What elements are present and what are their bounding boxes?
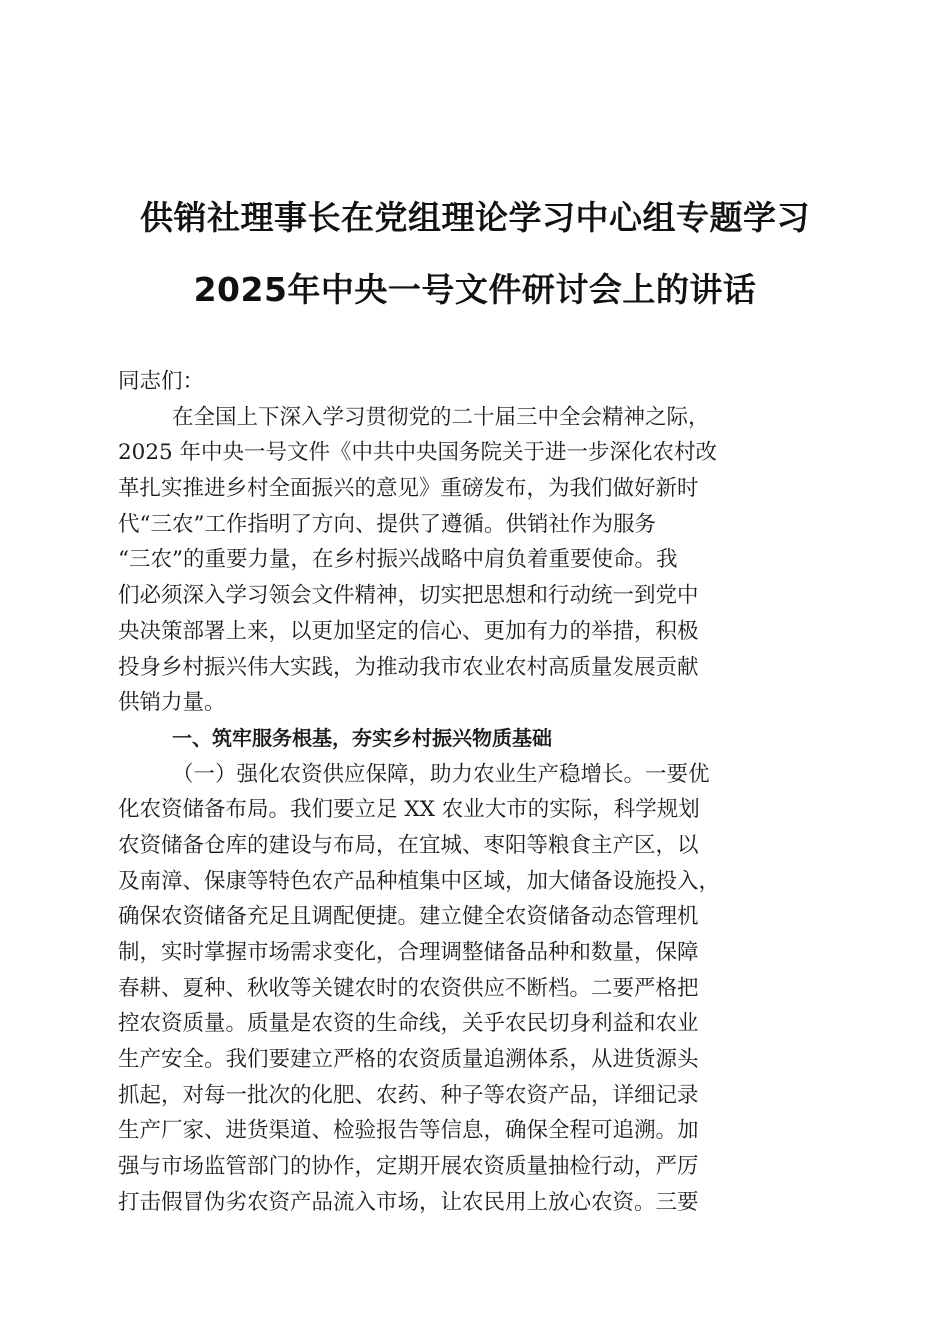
document-title-line-1: 供销社理事长在党组理论学习中心组专题学习	[140, 198, 810, 237]
section-heading: 一、筑牢服务根基，夯实乡村振兴物质基础	[172, 725, 552, 750]
paragraph-line: 2025 年中央一号文件《中共中央国务院关于进一步深化农村改	[118, 440, 718, 466]
paragraph-line: 控农资质量。质量是农资的生命线，关乎农民切身利益和农业	[118, 1011, 699, 1037]
paragraph-line: 投身乡村振兴伟大实践，为推动我市农业农村高质量发展贡献	[118, 654, 699, 680]
paragraph-line: 央决策部署上来，以更加坚定的信心、更加有力的举措，积极	[118, 618, 699, 644]
paragraph-line: 在全国上下深入学习贯彻党的二十届三中全会精神之际，	[172, 404, 710, 430]
paragraph-line: 供销力量。	[118, 690, 226, 716]
paragraph-line: 抓起，对每一批次的化肥、农药、种子等农资产品，详细记录	[118, 1082, 699, 1108]
paragraph-line: 生产安全。我们要建立严格的农资质量追溯体系，从进货源头	[118, 1047, 699, 1073]
paragraph-line: 化农资储备布局。我们要立足 XX 农业大市的实际，科学规划	[118, 797, 700, 823]
paragraph-line: 农资储备仓库的建设与布局，在宜城、枣阳等粮食主产区，以	[118, 832, 699, 858]
paragraph-line: 制，实时掌握市场需求变化，合理调整储备品种和数量，保障	[118, 940, 699, 965]
paragraph-line: 革扎实推进乡村全面振兴的意见》重磅发布，为我们做好新时	[118, 476, 699, 502]
paragraph-line: 强与市场监管部门的协作，定期开展农资质量抽检行动，严厉	[118, 1154, 699, 1180]
paragraph-line: 代“三农”工作指明了方向、提供了遵循。供销社作为服务	[118, 511, 656, 537]
paragraph-line: “三农”的重要力量，在乡村振兴战略中肩负着重要使命。我	[118, 547, 678, 573]
paragraph-line: 春耕、夏种、秋收等关键农时的农资供应不断档。二要严格把	[118, 975, 699, 1001]
paragraph-line: 确保农资储备充足且调配便捷。建立健全农资储备动态管理机	[118, 904, 699, 930]
paragraph-line: 们必须深入学习领会文件精神，切实把思想和行动统一到党中	[118, 583, 699, 609]
paragraph-line: 打击假冒伪劣农资产品流入市场，让农民用上放心农资。三要	[118, 1189, 699, 1215]
salutation: 同志们：	[118, 369, 205, 394]
paragraph-line: （一）强化农资供应保障，助力农业生产稳增长。一要优	[172, 761, 710, 787]
paragraph-line: 生产厂家、进货渠道、检验报告等信息，确保全程可追溯。加	[118, 1118, 699, 1144]
document-title-line-2: 2025年中央一号文件研讨会上的讲话	[193, 270, 757, 309]
document-body	[118, 364, 834, 1221]
paragraph-line: 及南漳、保康等特色农产品种植集中区域，加大储备设施投入，	[118, 868, 721, 894]
